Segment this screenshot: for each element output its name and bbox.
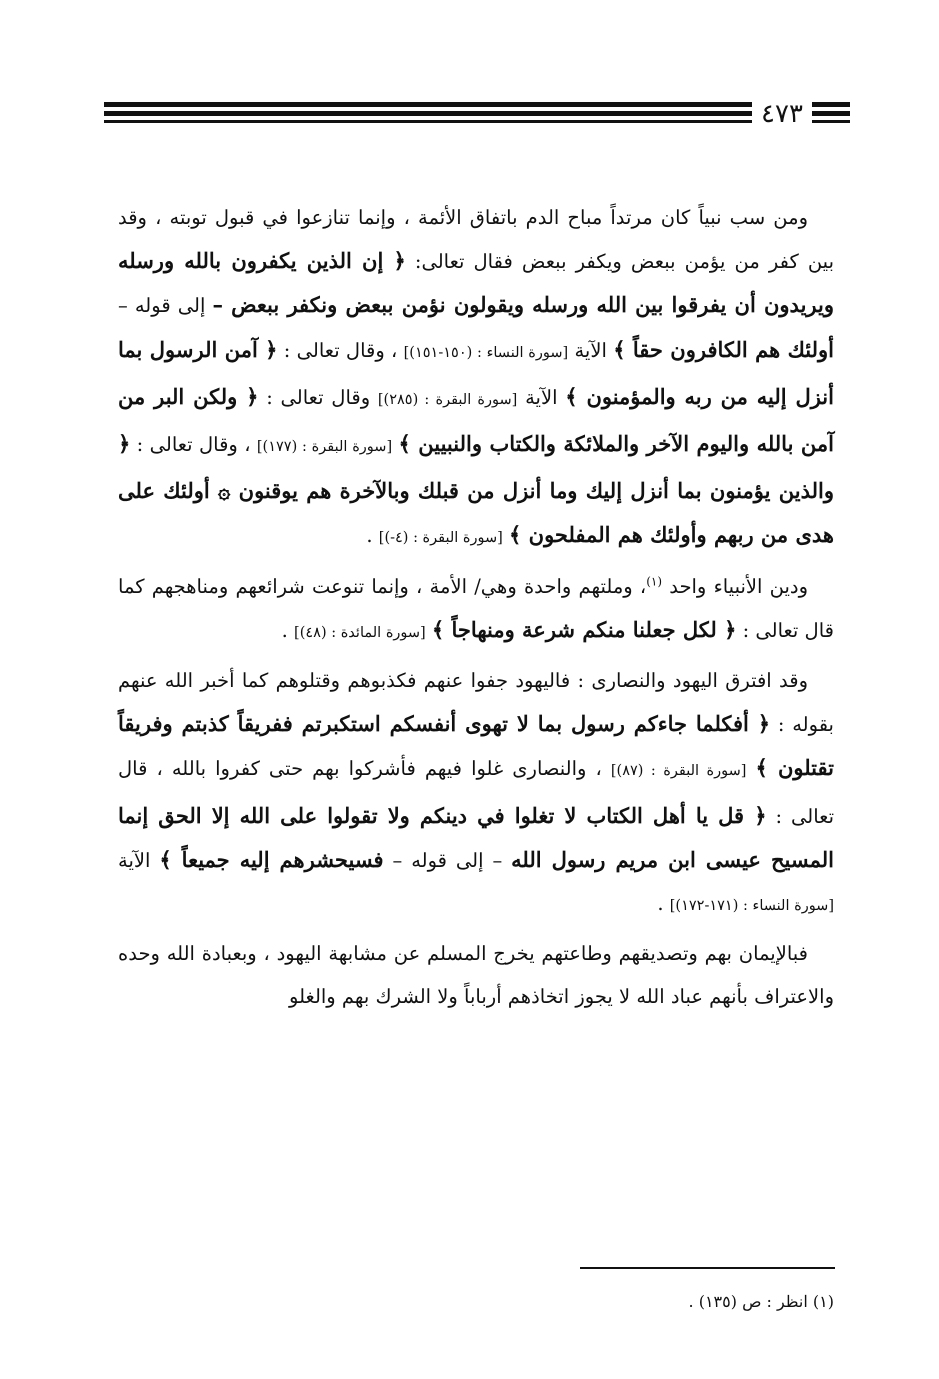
- paragraph: [118, 932, 834, 1018]
- body-text: .: [366, 524, 379, 548]
- paragraph: [118, 659, 834, 928]
- body-text: وقد افترق اليهود والنصارى : فاليهود جفوا عنهم فكذبوهم وقتلوهم كما أخبر الله عنهم بقوله :: [118, 669, 834, 737]
- header-rule-middle: [104, 111, 752, 116]
- body-text: ، وقال تعالى :: [277, 338, 404, 362]
- header-bar-right-middle: [812, 111, 850, 116]
- surah-reference: [سورة البقرة : (١٧٧)]: [256, 439, 393, 456]
- quran-quote: ﴿ آمن الرسول بما أنزل إليه من ربه والمؤمنون ﴾: [118, 336, 834, 409]
- quran-quote: ﴿ لكل جعلنا منكم شرعة ومنهاجاً ﴾: [431, 616, 737, 642]
- header-rule-lines: [104, 102, 752, 128]
- surah-reference: [سورة النساء : (١٥٠-١٥١)]: [403, 344, 569, 361]
- quran-quote: ﴿ والذين يؤمنون بما أنزل إليك وما أنزل من قبلك وبالآخرة هم يوقنون ۞ أولئك على هدى من ربهم وأولئك هم المفلحون ﴾: [118, 431, 834, 548]
- footnote-item: (١) انظر : ص (١٣٥) .: [688, 1292, 834, 1311]
- main-text: [118, 196, 834, 1019]
- quran-quote: ﴿ إن الذين يكفرون بالله ورسله ويريدون أن يفرقوا بين الله ورسله ويقولون نؤمن ببعض ونكفر ببعض –: [118, 248, 834, 318]
- paragraph: [118, 196, 834, 561]
- paragraph: [118, 565, 834, 655]
- page-number: ٤٧٣: [761, 99, 803, 129]
- footnotes: [118, 1290, 834, 1314]
- header-bar-right-top: [812, 102, 850, 107]
- body-text: ومن سب نبياً كان مرتداً مباح الدم باتفاق الأئمة ، وإنما تنازعوا في قبول توبته ، وقد بين كفر من يؤمن ببعض ويكفر ببعض فقال تعالى:: [118, 206, 834, 274]
- body-text: ، والنصارى غلوا فيهم فأشركوا بهم حتى كفروا بالله ، قال تعالى :: [118, 757, 834, 828]
- footnote-marker: (١): [646, 574, 663, 589]
- body-text: ، وقال تعالى :: [130, 433, 257, 457]
- surah-reference: [سورة المائدة : (٤٨)]: [294, 624, 426, 641]
- body-text: إلى قوله –: [118, 294, 213, 318]
- body-text: الآية: [568, 338, 614, 362]
- body-text: الآية: [517, 385, 566, 409]
- body-text: .: [281, 618, 295, 642]
- body-text: فبالإيمان بهم وتصديقهم وطاعتهم يخرج المسلم عن مشابهة اليهود ، وبعبادة الله وحده والاعتراف بأنهم عباد الله لا يجوز اتخاذهم أرباباً ولا الشرك بهم والغلو: [118, 942, 834, 1009]
- body-text: – إلى قوله –: [383, 848, 512, 872]
- header-rule-bottom: [104, 120, 752, 123]
- quran-quote: أولئك هم الكافرون حقاً ﴾: [613, 336, 834, 362]
- body-text: .: [657, 892, 670, 916]
- quran-quote: ﴿ قل يا أهل الكتاب لا تغلوا في دينكم ولا تقولوا على الله إلا الحق إنما المسيح عيسى ابن مريم رسول الله: [118, 802, 834, 872]
- header-bar-right-bottom: [812, 120, 850, 123]
- surah-reference: [سورة النساء : (١٧١-١٧٢)]: [669, 898, 834, 915]
- body-text: ودين الأنبياء واحد: [662, 574, 808, 598]
- quran-quote: ﴿ أفكلما جاءكم رسول بما لا تهوى أنفسكم استكبرتم ففريقاً كذبتم وفريقاً تقتلون ﴾: [118, 711, 834, 781]
- quran-quote: فسيحشرهم إليه جميعاً ﴾: [159, 846, 384, 872]
- footnote-separator: [580, 1267, 835, 1269]
- surah-reference: [سورة البقرة : (٤-)]: [378, 530, 503, 547]
- body-text: وقال تعالى :: [258, 385, 378, 409]
- quran-quote: ﴿ ولكن البر من آمن بالله واليوم الآخر والملائكة والكتاب والنبيين ﴾: [118, 383, 834, 457]
- body-text: ، وملتهم واحدة وهي/ الأمة ، وإنما تنوعت شرائعهم ومناهجهم كما قال تعالى :: [118, 574, 834, 642]
- page-header: [104, 96, 850, 136]
- header-rule-top: [104, 102, 752, 107]
- surah-reference: [سورة البقرة : (٢٨٥)]: [377, 391, 518, 408]
- body-text: الآية: [118, 848, 160, 872]
- surah-reference: [سورة البقرة : (٨٧)]: [610, 763, 747, 780]
